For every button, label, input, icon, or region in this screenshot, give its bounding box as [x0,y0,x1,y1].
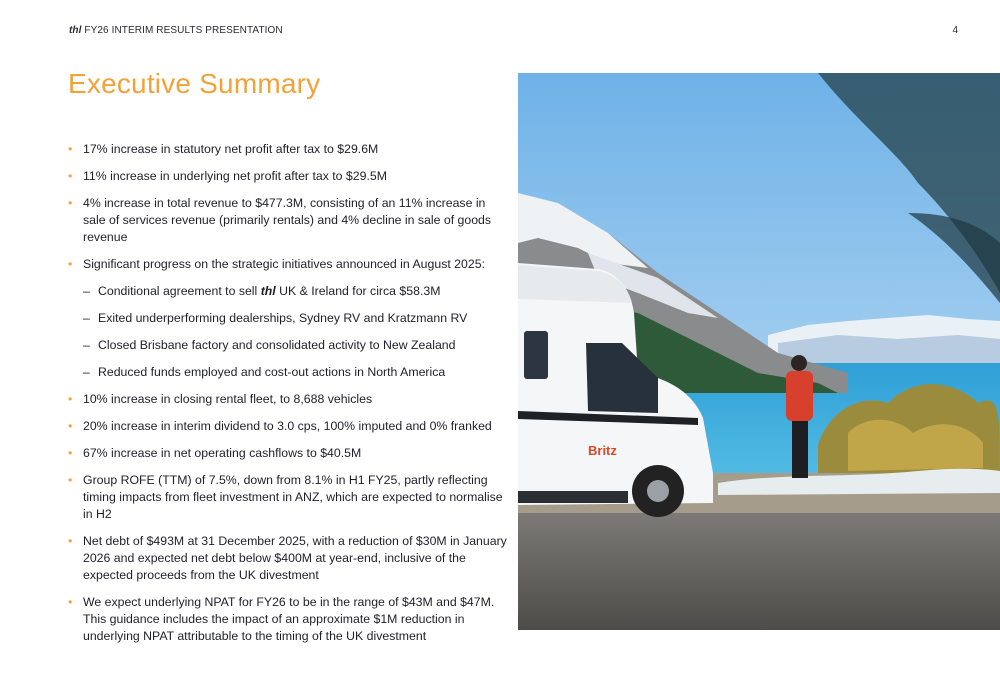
sub-bullet-text-before: Conditional agreement to sell [98,284,261,298]
person-head [791,355,807,371]
bullet-statutory-npat: • 17% increase in statutory net profit after tax to $29.6M [68,141,508,158]
van-bumper [518,491,628,503]
header-brand: thl [69,25,82,36]
sub-bullet-dealerships: – Exited underperforming dealerships, Sydney RV and Kratzmann RV [68,310,508,327]
bullet-net-debt: • Net debt of $493M at 31 December 2025, with a reduction of $30M in January 2026 and expected net debt below $400M at year-end, inclusive of the expected proceeds from the UK divestment [68,533,508,584]
person-jacket [786,371,813,421]
van-side-window [524,331,548,379]
van-hubcap [647,480,669,502]
bullet-interim-dividend: • 20% increase in interim dividend to 3.0 cps, 100% imputed and 0% franked [68,418,508,435]
bullet-total-revenue: • 4% increase in total revenue to $477.3M, consisting of an 11% increase in sale of services revenue (primarily rentals) and 4% decline in sale of goods revenue [68,195,508,246]
bullet-underlying-npat: • 11% increase in underlying net profit after tax to $29.5M [68,168,508,185]
photo-illustration [518,73,1000,630]
page-number: 4 [952,25,958,36]
sub-bullet-north-america: – Reduced funds employed and cost-out actions in North America [68,364,508,381]
inline-brand: thl [260,284,276,298]
bullet-rental-fleet: • 10% increase in closing rental fleet, to 8,688 vehicles [68,391,508,408]
header [69,25,283,36]
person-legs [792,418,808,478]
bullet-strategic-initiatives: • Significant progress on the strategic initiatives announced in August 2025: [68,256,508,273]
van-logo: Britz [588,443,617,458]
campervan-lake-photo [518,73,1000,630]
sub-bullet-uk-ireland-sale [68,283,508,300]
sub-bullet-brisbane-factory: – Closed Brisbane factory and consolidated activity to New Zealand [68,337,508,354]
page-title: Executive Summary [68,68,321,99]
sub-bullet-text-after: UK & Ireland for circa $58.3M [275,284,441,298]
summary-bullet-list [68,141,508,655]
header-title: FY26 INTERIM RESULTS PRESENTATION [84,25,283,36]
road [518,513,1000,630]
bullet-operating-cashflows: • 67% increase in net operating cashflows to $40.5M [68,445,508,462]
bullet-npat-guidance: • We expect underlying NPAT for FY26 to be in the range of $43M and $47M. This guidance includes the impact of an approximate $1M reduction in underlying NPAT attributable to the timing of the UK divestment [68,594,508,645]
bullet-group-rofe: • Group ROFE (TTM) of 7.5%, down from 8.1% in H1 FY25, partly reflecting timing impacts from fleet investment in ANZ, which are expected to normalise in H2 [68,472,508,523]
